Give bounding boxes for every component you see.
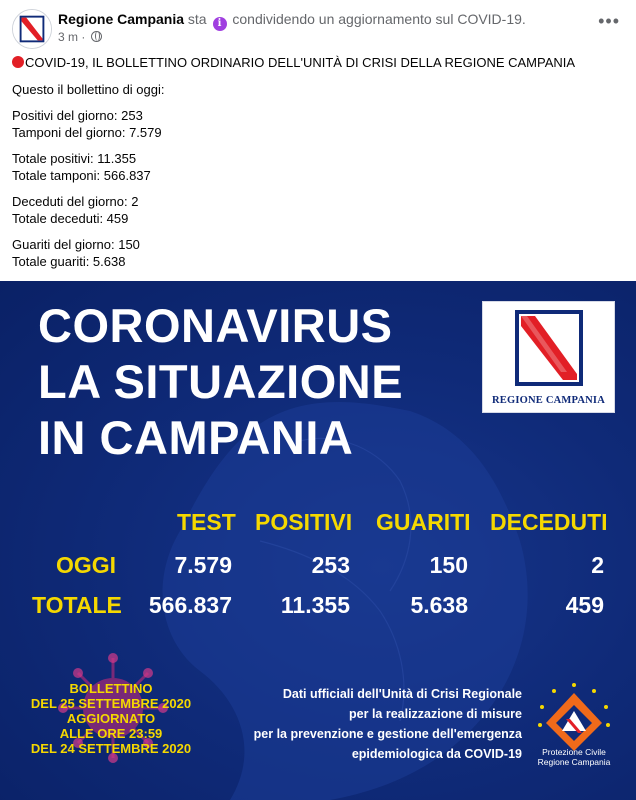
post-meta [58, 30, 102, 44]
value-oggi-deceduti: 2 [591, 552, 604, 578]
bulletin-line: BOLLETTINO [69, 681, 153, 696]
post-body [12, 54, 624, 270]
post-intro: Questo il bollettino di oggi: [12, 82, 165, 97]
post-line: Totale deceduti: 459 [12, 211, 129, 226]
official-data-note [246, 684, 522, 764]
post-header [0, 0, 636, 50]
post-line: Deceduti del giorno: 2 [12, 194, 139, 209]
more-options-button[interactable]: ••• [598, 11, 620, 31]
value-oggi-positivi: 253 [311, 552, 350, 578]
title-line: LA SITUAZIONE [38, 355, 404, 408]
action-prefix: sta [187, 11, 207, 27]
bulletin-date [30, 681, 192, 756]
post-headline: COVID-19, IL BOLLETTINO ORDINARIO DELL'UNITÀ DI CRISI DELLA REGIONE CAMPANIA [12, 54, 624, 71]
column-header-positivi: POSITIVI [255, 509, 353, 535]
red-circle-icon [12, 56, 24, 68]
post-line: Totale guariti: 5.638 [12, 254, 126, 269]
meta-separator: · [81, 30, 86, 44]
post-line: Totale positivi: 11.355 [12, 151, 137, 166]
info-icon: i [213, 17, 227, 31]
value-oggi-guariti: 150 [429, 552, 468, 578]
logo-label: REGIONE CAMPANIA [492, 395, 605, 406]
column-header-test: TEST [177, 509, 236, 535]
page-avatar[interactable] [12, 9, 52, 49]
official-line: per la prevenzione e gestione dell'emergenza [253, 727, 522, 741]
action-text: condividendo un aggiornamento sul COVID-19. [232, 11, 526, 27]
official-line: Dati ufficiali dell'Unità di Crisi Regionale [282, 687, 522, 701]
official-line: per la realizzazione di misure [349, 707, 522, 721]
post-time[interactable]: 3 m [58, 30, 79, 44]
infographic-title [38, 298, 403, 466]
row-label-totale: TOTALE [32, 592, 122, 618]
protezione-civile-label: Protezione Civile Regione Campania [537, 747, 611, 767]
bulletin-line: DEL 24 SETTEMBRE 2020 [30, 741, 192, 756]
protezione-civile-icon [536, 681, 612, 757]
column-header-deceduti: DECEDUTI [490, 509, 608, 535]
value-totale-deceduti: 459 [565, 592, 604, 618]
author-name[interactable]: Regione Campania [58, 11, 185, 27]
title-line: CORONAVIRUS [38, 299, 393, 352]
column-header-guariti: GUARITI [376, 509, 471, 535]
bulletin-line: ALLE ORE 23:59 [59, 726, 163, 741]
official-line: epidemiologica da COVID-19 [351, 747, 522, 761]
row-label-oggi: OGGI [56, 552, 117, 578]
value-totale-guariti: 5.638 [410, 592, 468, 618]
bulletin-line: AGGIORNATO [66, 711, 156, 726]
post-line: Positivi del giorno: 253 [12, 108, 143, 123]
infographic-image[interactable] [0, 281, 636, 800]
region-shield-icon [509, 308, 589, 388]
post-line: Totale tamponi: 566.837 [12, 168, 151, 183]
author-line [58, 11, 526, 31]
value-totale-positivi: 11.355 [280, 592, 350, 618]
title-line: IN CAMPANIA [38, 411, 354, 464]
regione-campania-logo [482, 301, 615, 413]
value-oggi-test: 7.579 [174, 552, 232, 578]
post-line: Guariti del giorno: 150 [12, 237, 140, 252]
globe-icon [91, 31, 102, 42]
post-line: Tamponi del giorno: 7.579 [12, 125, 162, 140]
bulletin-line: DEL 25 SETTEMBRE 2020 [30, 696, 192, 711]
value-totale-test: 566.837 [148, 592, 232, 618]
